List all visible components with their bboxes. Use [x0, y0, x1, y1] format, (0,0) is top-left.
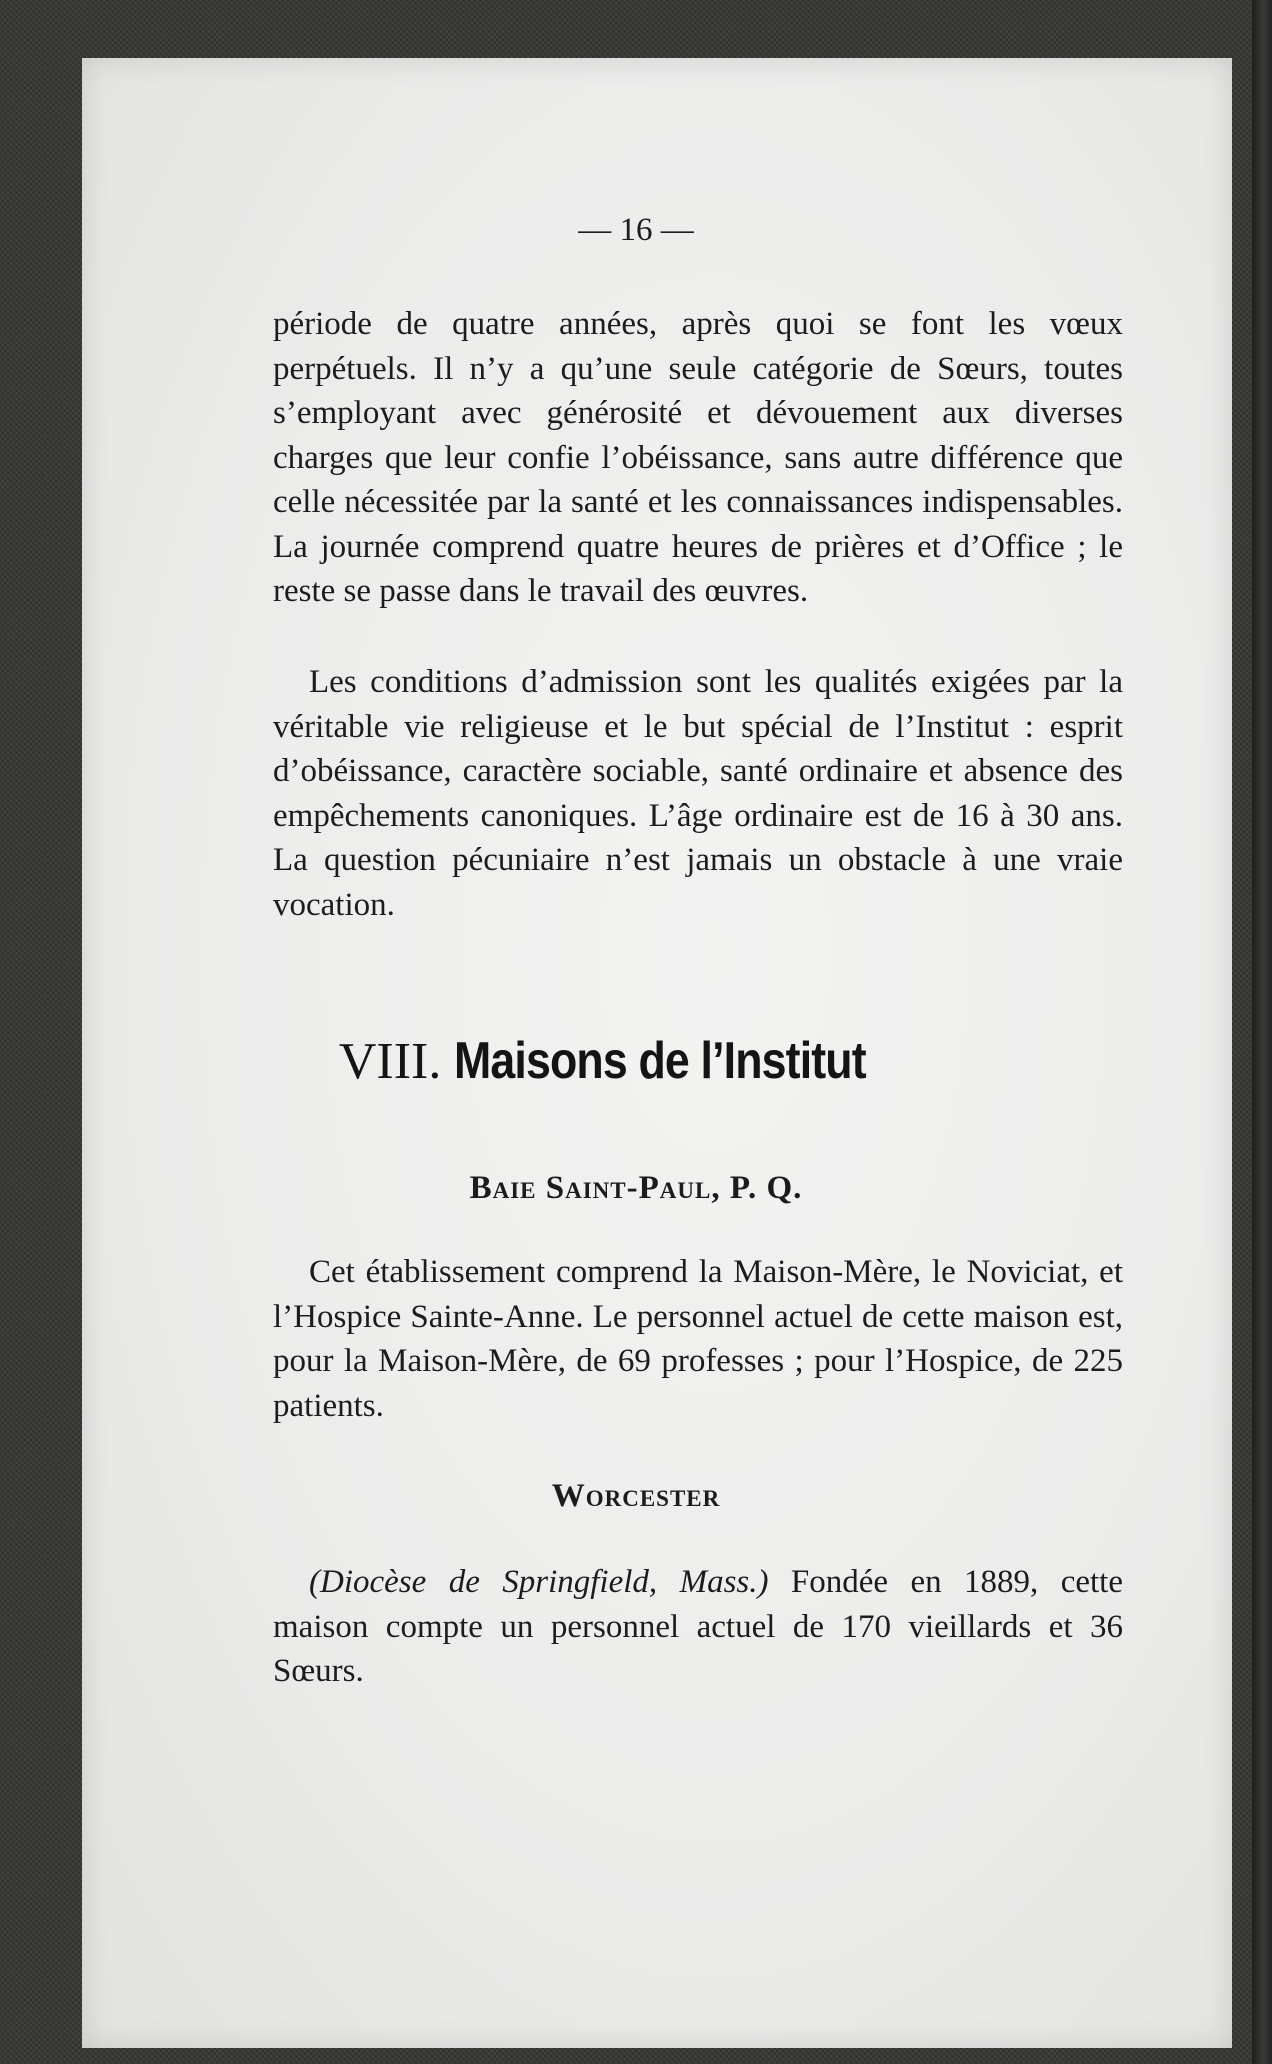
section-heading — [0, 1031, 1272, 1091]
section-title: Maisons de l’Institut — [454, 1032, 867, 1090]
house-1-text: Cet établissement comprend la Maison-Mère, le Noviciat, et l’Hospice Sainte-Anne. Le personnel actuel de cette maison est, pour la Maison-Mère, de 69 professes ; pour l’Hospice, de 225 patients. — [273, 1254, 1123, 1424]
house-2-diocese: (Diocèse de Springfield, Mass.) — [309, 1564, 769, 1600]
house-2-text — [273, 1560, 1123, 1694]
paragraph-1: période de quatre années, après quoi se font les vœux perpétuels. Il n’y a qu’une seule catégorie de Sœurs, toutes s’employant avec générosité et dévouement aux diverses charges que leur confie l’obéissance, sans autre différence que celle nécessitée par la santé et les connaissances indispensables. La journée comprend quatre heures de prières et d’Office ; le reste se passe dans le travail des œuvres. — [273, 306, 1123, 609]
house-1-heading: Baie Saint-Paul, P. Q. — [469, 1170, 803, 1206]
house-2-heading: Worcester — [551, 1478, 721, 1514]
section-number: VIII. — [338, 1033, 442, 1090]
house-2-description: Fondée en 1889, cette maison compte un personnel actuel de 170 vieillards et 36 Sœurs. — [273, 1564, 1123, 1689]
page-number: — 16 — — [578, 212, 694, 248]
paragraph-2: Les conditions d’admission sont les qualités exigées par la véritable vie religieuse et le but spécial de l’Institut : esprit d’obéissance, caractère sociable, santé ordinaire et absence des empêchements canoniques. L’âge ordinaire est de 16 à 30 ans. La question pécuniaire n’est jamais un obstacle à une vraie vocation. — [273, 664, 1123, 923]
